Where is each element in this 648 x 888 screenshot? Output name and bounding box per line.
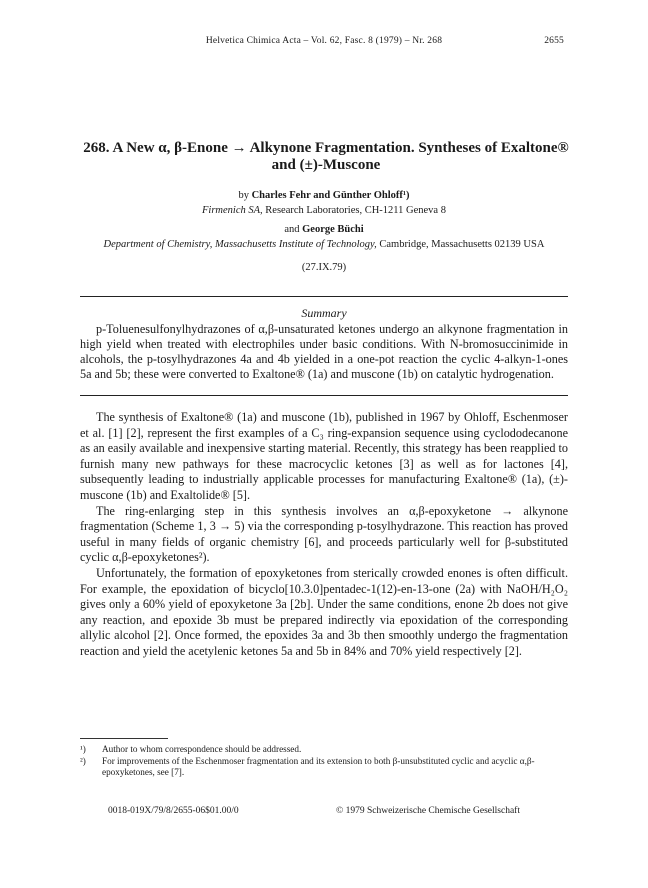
- received-date: (27.IX.79): [301, 262, 347, 273]
- page-number: 2655: [544, 36, 564, 46]
- footnote-2: [80, 756, 568, 779]
- summary-heading: Summary: [301, 306, 347, 320]
- affiliation-1-name: Firmenich SA,: [202, 205, 263, 216]
- affiliation-2-rest: Cambridge, Massachusetts 02139 USA: [376, 239, 545, 250]
- paragraph-3: Unfortunately, the formation of epoxyketones from sterically crowded enones is often difficult. For example, the epoxidation of bicyclo[10.3.0]pentadec-1(12)-en-13-one (2a) with NaOH/H₂O₂ gives only a 60% yield of epoxyketone 3a [2b]. Under the same conditions, enone 2b does not give any reaction, and epoxide 3b must be prepared indirectly via epoxidation of the corresponding allylic alcohol [2]. Once formed, the epoxides 3a and 3b then smoothly undergo the fragmentation reaction and yield the acetylenic ketones 5a and 5b in 84% and 70% yield respectively [2].: [80, 565, 568, 658]
- footnote-2-number: ²): [80, 755, 86, 766]
- author-2-line: [0, 222, 648, 237]
- paragraph-1: The synthesis of Exaltone® (1a) and muscone (1b), published in 1967 by Ohloff, Eschenmoser et al. [1] [2], represent the first examples of a C₃ ring-expansion sequence using cyclododecanone as an easily available and inexpensive starting material. Recently, this strategy has been reapplied to furnish many new pathways for these macrocyclic ketones [3] as well as for lactones [4], subsequently leading to industrially applicable processes for manufacturing Exaltone® (1a), (±)-muscone (1b) and Exaltolide® [5].: [80, 410, 568, 502]
- running-title: Helvetica Chimica Acta – Vol. 62, Fasc. 8 (1979) – Nr. 268: [205, 36, 443, 46]
- article-code: 0018-019X/79/8/2655-06$01.00/0: [108, 806, 239, 816]
- summary-top-rule: [80, 296, 568, 297]
- footnote-1: [80, 744, 568, 756]
- affiliation-2: [0, 237, 648, 252]
- and-word: and: [284, 224, 300, 235]
- summary-text: p-Toluenesulfonylhydrazones of α,β-unsaturated ketones undergo an alkynone fragmentation in high yield when treated with electrophiles under basic conditions. With N-bromosuccinimide in alcohols, the p-tosylhydrazones 4a and 4b yielded in a one-pot reaction the cyclic 4-alkyn-1-ones 5a and 5b; these were converted to Exaltone® (1a) and muscone (1b) on catalytic hydrogenation.: [80, 322, 568, 381]
- article-title: [70, 140, 582, 174]
- footnote-1-text: Author to whom correspondence should be addressed.: [102, 744, 302, 754]
- footnotes: [80, 744, 568, 779]
- author-2: George Büchi: [302, 224, 364, 235]
- footnote-2-text: For improvements of the Eschenmoser fragmentation and its extension to both β-unsubstituted cyclic and acyclic α,β-epoxyketones, see [7].: [102, 755, 535, 777]
- affiliation-1: [0, 203, 648, 218]
- title-line-2: and (±)-Muscone: [271, 157, 381, 173]
- summary-bottom-rule: [80, 395, 568, 396]
- byline-prefix: by: [238, 190, 249, 201]
- author-line: [0, 188, 648, 203]
- footnote-rule: [80, 738, 168, 739]
- copyright-notice: © 1979 Schweizerische Chemische Gesellschaft: [336, 806, 520, 816]
- paragraph-2: The ring-enlarging step in this synthesis involves an α,β-epoxyketone → alkynone fragmentation (Scheme 1, 3 → 5) via the corresponding p-tosylhydrazone. This reaction has proved useful in many fields of organic chemistry [6], and proceeds particularly well for β-substituted cyclic α,β-epoxyketones²).: [80, 503, 568, 565]
- byline: [0, 188, 648, 252]
- authors: Charles Fehr and Günther Ohloff¹): [251, 190, 410, 201]
- title-line-1: 268. A New α, β-Enone → Alkynone Fragmentation. Syntheses of Exaltone®: [83, 140, 569, 156]
- footnote-1-number: ¹): [80, 744, 86, 754]
- affiliation-1-rest: Research Laboratories, CH-1211 Geneva 8: [262, 205, 446, 216]
- affiliation-2-name: Department of Chemistry, Massachusetts Institute of Technology,: [103, 239, 377, 250]
- body-text: [80, 410, 568, 660]
